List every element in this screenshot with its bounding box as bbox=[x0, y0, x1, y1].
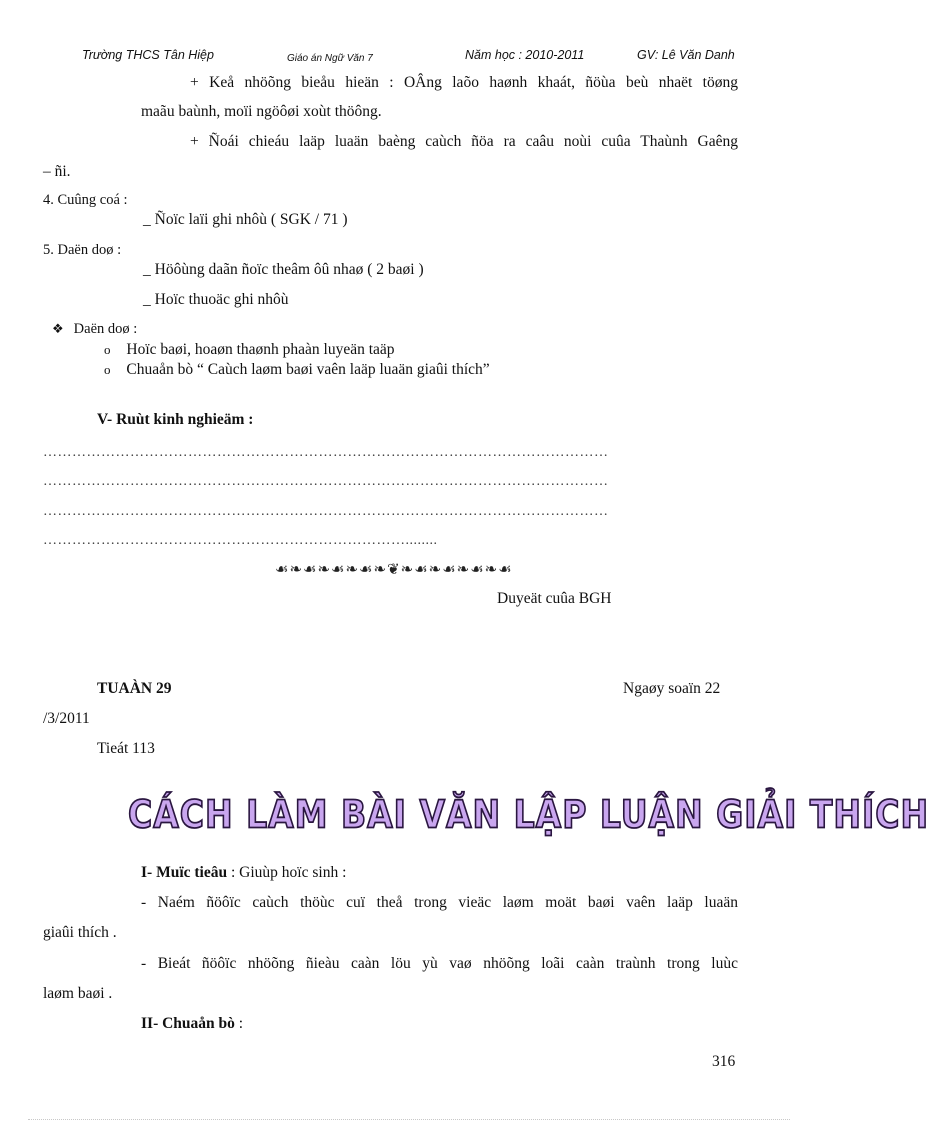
goal-heading-rest: : Giuùp hoïc sinh : bbox=[227, 864, 347, 881]
item5-line2: _ Hoïc thuoäc ghi nhôù bbox=[143, 291, 289, 308]
circle-bullet-icon: o bbox=[104, 342, 111, 357]
period-label: Tieát 113 bbox=[97, 740, 155, 757]
date-label-cont: /3/2011 bbox=[43, 710, 90, 727]
circle-bullet-icon: o bbox=[104, 362, 111, 377]
dot-line-4: …………………………………………………………………........ bbox=[43, 533, 438, 548]
dando-label: Daën doø : bbox=[73, 321, 138, 337]
prep-heading: II- Chuaån bò bbox=[141, 1015, 235, 1032]
approval-label: Duyeät cuûa BGH bbox=[497, 590, 612, 607]
goal2-line1: - Bieát ñöôïc nhöõng ñieàu caàn löu yù vaø nhöõng loãi caàn traùnh trong luùc bbox=[141, 955, 738, 972]
goal1-line2: giaûi thích . bbox=[43, 924, 117, 941]
date-label: Ngaøy soaïn 22 bbox=[623, 680, 721, 697]
para1-line1: + Keå nhöõng bieåu hieän : OÂng laõo haønh khaát, ñöùa beù nhaët töøng bbox=[190, 74, 738, 91]
dot-line-1: ……………………………………………………………………………………………………… bbox=[43, 445, 609, 460]
week-label: TUAÀN 29 bbox=[97, 680, 172, 697]
goal1-line1: - Naém ñöôïc caùch thöùc cuï theå trong vieäc laøm moät baøi vaên laäp luaän bbox=[141, 894, 738, 911]
para1-line2: maãu baùnh, moïi ngöôøi xoùt thöông. bbox=[141, 103, 382, 120]
dot-line-2: ……………………………………………………………………………………………………… bbox=[43, 474, 609, 489]
section-v-heading: V- Ruùt kinh nghieäm : bbox=[97, 411, 254, 428]
sub-item-2: o Chuaån bò “ Caùch laøm baøi vaên laäp luaän giaûi thích” bbox=[104, 361, 490, 378]
header-year: Năm học : 2010-2011 bbox=[465, 48, 585, 62]
goal-heading: I- Muïc tieâu bbox=[141, 864, 228, 881]
item4-line: _ Ñoïc laïi ghi nhôù ( SGK / 71 ) bbox=[143, 211, 348, 228]
header-plan: Giáo án Ngữ Văn 7 bbox=[287, 53, 373, 64]
page-bottom-border bbox=[28, 1118, 790, 1120]
dot-line-3: ……………………………………………………………………………………………………… bbox=[43, 504, 609, 519]
header-school: Trường THCS Tân Hiệp bbox=[82, 48, 214, 62]
page-number: 316 bbox=[712, 1053, 736, 1070]
header-teacher: GV: Lê Văn Danh bbox=[637, 48, 735, 62]
ornament-divider: ☙❧☙❧☙❧☙❧❦❧☙❧☙❧☙❧☙ bbox=[275, 562, 513, 578]
goal2-line2: laøm baøi . bbox=[43, 985, 113, 1002]
para2-line1: + Ñoái chieáu laäp luaän baèng caùch ñöa ra caâu noùi cuûa Thaùnh Gaêng bbox=[190, 133, 738, 150]
diamond-bullet-icon: ❖ bbox=[52, 321, 64, 336]
prep-heading-rest: : bbox=[234, 1015, 244, 1032]
lesson-title: CÁCH LÀM BÀI VĂN LẬP LUẬN GIẢI THÍCH bbox=[128, 792, 929, 837]
item4-title: 4. Cuûng coá : bbox=[43, 192, 128, 208]
dando-row bbox=[52, 320, 137, 338]
sub-item-1: o Hoïc baøi, hoaøn thaønh phaàn luyeän taäp bbox=[104, 341, 395, 358]
para2-line2: – ñi. bbox=[43, 163, 71, 180]
goal-heading-line bbox=[141, 864, 346, 882]
item5-line1: _ Höôùng daãn ñoïc theâm ôû nhaø ( 2 baøi ) bbox=[143, 261, 424, 278]
prep-heading-line bbox=[141, 1015, 243, 1033]
item5-title: 5. Daën doø : bbox=[43, 242, 122, 258]
